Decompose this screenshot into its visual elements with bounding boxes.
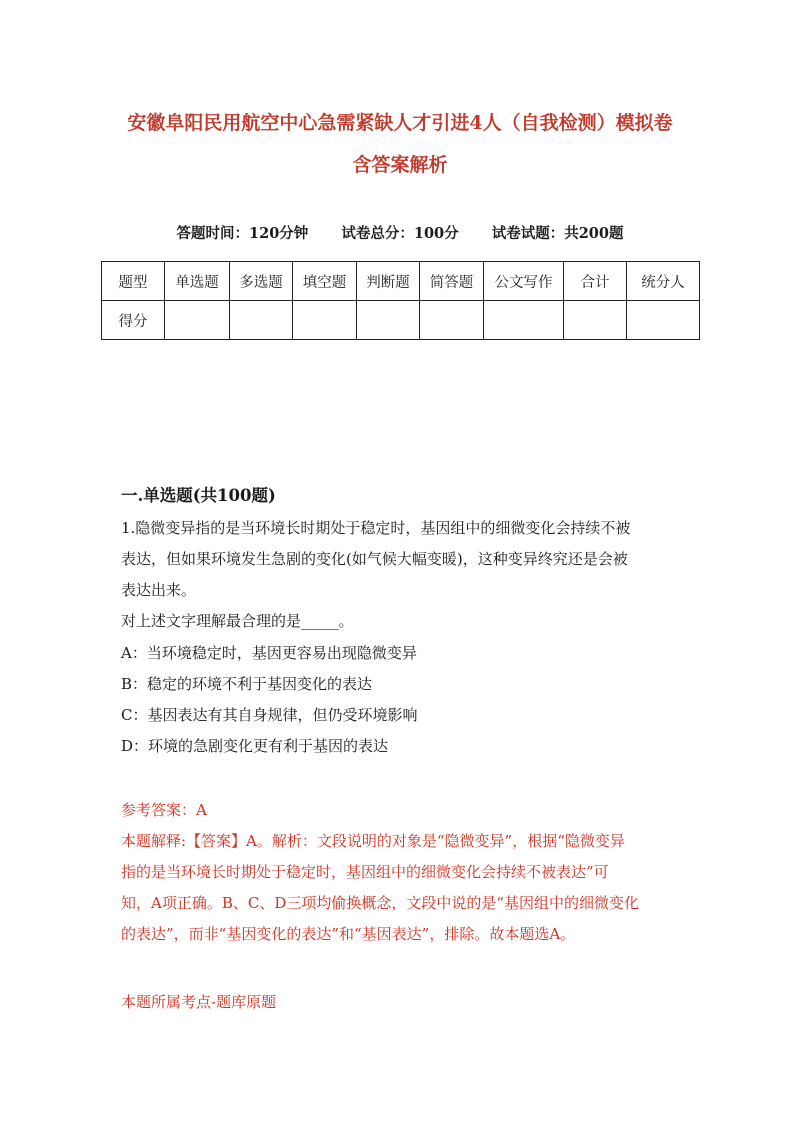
option-a: A：当环境稳定时，基因更容易出现隐微变异	[121, 644, 417, 662]
option-d: D：环境的急剧变化更有利于基因的表达	[121, 737, 389, 755]
score-table-score-row	[102, 301, 700, 340]
page-subtitle: 含答案解析	[352, 154, 448, 176]
header-cell: 多选题	[230, 262, 293, 301]
analysis-line: 本题解释:【答案】A。解析：文段说明的对象是“隐微变异”，根据“隐微变异	[121, 832, 625, 850]
stem-line: 1.隐微变异指的是当环境长时期处于稳定时，基因组中的细微变化会持续不被	[121, 519, 631, 537]
score-row-label: 得分	[102, 301, 165, 340]
section-heading: 一.单选题(共100题)	[121, 486, 276, 505]
header-cell: 简答题	[420, 262, 484, 301]
header-cell: 填空题	[293, 262, 357, 301]
option-c: C：基因表达有其自身规律，但仍受环境影响	[121, 706, 418, 724]
score-cell	[627, 301, 700, 340]
score-cell	[564, 301, 627, 340]
analysis-line: 指的是当环境长时期处于稳定时，基因组中的细微变化会持续不被表达”可	[121, 863, 609, 881]
reference-answer: 参考答案：A	[121, 801, 207, 819]
stem-line: 表达，但如果环境发生急剧的变化(如气候大幅变暖)，这种变异终究还是会被	[121, 550, 628, 568]
answer-analysis	[121, 826, 691, 950]
header-cell: 统分人	[627, 262, 700, 301]
question-prompt: 对上述文字理解最合理的是_____。	[121, 612, 354, 630]
header-cell: 题型	[102, 262, 165, 301]
exam-question-count: 试卷试题：共200题	[491, 225, 624, 242]
score-cell	[420, 301, 484, 340]
header-cell: 公文写作	[484, 262, 564, 301]
option-b: B：稳定的环境不利于基因变化的表达	[121, 675, 373, 693]
topic-note: 本题所属考点-题库原题	[121, 993, 277, 1011]
score-cell	[230, 301, 293, 340]
page-title: 安徽阜阳民用航空中心急需紧缺人才引进4人（自我检测）模拟卷	[127, 112, 673, 134]
exam-time: 答题时间：120分钟	[176, 225, 309, 242]
score-table	[101, 261, 700, 340]
score-cell	[293, 301, 357, 340]
header-cell: 单选题	[165, 262, 230, 301]
question-stem	[121, 513, 691, 606]
option-list	[121, 638, 691, 762]
analysis-line: 的表达”，而非“基因变化的表达”和“基因表达”，排除。故本题选A。	[121, 925, 576, 943]
stem-line: 表达出来。	[121, 581, 197, 599]
analysis-line: 知，A项正确。B、C、D三项均偷换概念，文段中说的是“基因组中的细微变化	[121, 894, 640, 912]
header-cell: 判断题	[357, 262, 420, 301]
exam-meta	[0, 222, 800, 243]
score-cell	[165, 301, 230, 340]
score-cell	[357, 301, 420, 340]
exam-total-score: 试卷总分：100分	[341, 225, 459, 242]
score-cell	[484, 301, 564, 340]
header-cell: 合计	[564, 262, 627, 301]
score-table-header-row	[102, 262, 700, 301]
